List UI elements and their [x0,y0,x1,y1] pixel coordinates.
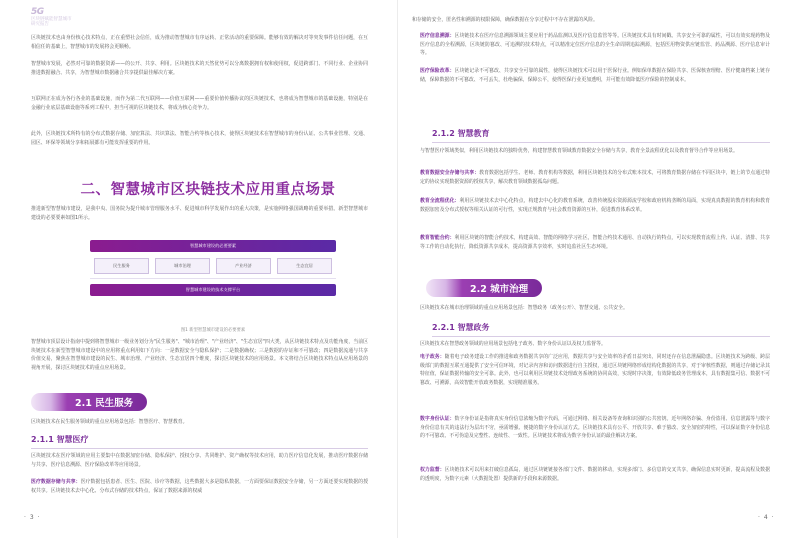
intro-paragraph-1: 区块链技术也由身份核心技术特点，正在重塑社会信任，成为推动智慧城市有序运转、正常活动的重要保障。能够有效的解决对等突发事件信任问题，在互相信任的基础上，智慧城市的发展将会更顺畅。 [31,35,368,50]
heading-swoosh-decoration [31,393,67,411]
e-gov-item [420,353,770,387]
diagram-cell-industry: 产业经济 [216,258,271,274]
edu-data-item [420,169,770,186]
diagram-top-bar: 智慧城市建设的必要要素 [90,240,336,252]
digital-id-item [420,415,770,441]
edu-data-text: 教育数据包括学生、老师、教育机构等数据，利用区块链技术的分布式账本技术，可将教育数据存储在不同区块中，链上的节点通过特定的协议实现数据资源的授权共享，解决教育领域数据孤岛问题。 [420,170,770,185]
gov-intro: 区块链技术在智慧政务领域的应用场景包括电子政务、数字身份认证以及权力监督等。 [420,341,606,347]
edu-contract-text: 利用区块链的智能合约技术，构建高效、智能的网络学习社区，智能合约技术通用、自动执行的特点，可以实现教育流程上传、认证、清排、共享等工作的自动化执行，降低资源共享成本，提高资源共享效率，实时追监社区生态环境。 [420,235,770,250]
edu-process-item [420,197,770,214]
medical-paragraph: 区块链技术在医疗领域的应用主要集中在数据加密存储、隐私保护、授权分享、共同维护、资产确权等技术应用，助力医疗信息化发展，推动医疗数据存储与共享、医疗信息溯源、医疗保险改革等应用场景。 [31,453,368,468]
medical-tracing-text: 区块链技术在医疗信息溯源领域主要应用于药品监测以及医疗信息监管等等。区块链技术具有时间戳、共享安全可靠的属性，可以有效实现药物及医疗信息的全程溯源，区块链防篡改、可追溯的技术特点，可以精准定位医疗信息的全生命周期追踪溯源，包括医用物资供应链监管、药品溯源、医疗信息审计等。 [420,33,770,57]
diagram-cell-ecology: 生态宜居 [277,258,332,274]
logo-mark: 5G [31,7,44,17]
diagram-cell-governance: 城市治理 [155,258,210,274]
intro-paragraph-4: 此外，区块链技术所特有的分布式数据存储、加密算法、共识算法、智能合约等核心技术，使得区块链技术在智慧城市的身份认证、公共事业管理、交通、园区、环保等领域分享和拓展都有可能发挥重要的作用。 [31,131,368,146]
power-supervision-label: 权力监督： [420,467,445,473]
heading-2-1-1: 2.1.1 智慧医疗 [31,435,89,444]
power-supervision-text: 区块链技术可以用来打破信息孤岛，通过区块链链接各部门文件、数据的移动，实现多部门、多信息的交叉共享，确保信息实时更新，提高流程及数据的透明度，为数字元素（大数据处置）提供新的手段和来源数据。 [420,467,770,482]
heading-underline [31,448,368,449]
medical-data-label: 医疗数据存储与共享： [31,479,81,485]
logo-subtext: 研究报告 [31,22,49,27]
heading-2-2 [426,279,542,297]
smart-city-elements-diagram [90,238,336,320]
diagram-caption: 图1 新型智慧城市建设的必要要素 [180,328,246,333]
medical-data-text: 医疗数据包括患者、医生、医院、诊疗等数据，这些数据大多是隐私数据，一方面要保证数据安全存储，另一方面还要实现数据的授权共享。区块链技术去中心化、分布式存储的技术特点，保证了数据来源的权威 [31,479,368,494]
heading-2-1-2: 2.1.2 智慧教育 [432,129,490,138]
left-page [0,0,396,538]
edu-process-text: 利用区块链技术去中心化特点，构建去中心化的教育系统，改善传统股东资源源流学校和政府机构垄断的局面，实现真真数据的教育机构和教育数据加密及分布式授权等相关认证的可行性，实现正规教育与社会教育资源的互补，促进教育体系改革。 [420,198,770,213]
heading-2-2-label: 2.2 城市治理 [462,279,542,297]
section-2-2-intro: 区块链技术在城市治理领域的重点应用场景包括：智慧政务（政务公开）、智慧交通、公共安全。 [420,305,628,311]
diagram-divider [90,278,336,279]
medical-data-item [31,478,368,495]
medical-insurance-item [420,67,770,84]
e-gov-label: 电子政务： [420,354,445,360]
medical-insurance-text: 区块链记录不可篡改、共享安全可靠的属性，使得区块链技术可以用于医保行业。例如保单数据在保险共享、医保核查理赔、医疗健康档案上链存储，保障数据的不可篡改、不可丢失，杜绝骗保，保障公平，使得医保行业更加透明，并可能有效降低医疗保险的控制成本。 [420,68,770,83]
diagram-cell-row [94,258,332,274]
digital-id-text: 数字身份证是指将真实身份信息浓缩为数字代码，可通过网络、相关设备等查询和识别的公共密钥。近年网络诈骗、身份盗用、信息泄露等与数字身份信息有关的违法行为层出不穷，亟需增强、便捷的数字身份认证方式。区块链技术具有公平、开放共享、难于篡改、安全加密的特性，可以保证数字身份信息的不可篡改、不可伪造及完整性、连续性、一致性。区块链技术将成为数字身份认证的最佳解决方案。 [420,416,770,440]
heading-2-1-label: 2.1 民生服务 [67,393,147,411]
medical-insurance-label: 医疗保险改革： [420,68,455,74]
edu-contract-item [420,234,770,251]
medical-tracing-item [420,32,770,58]
heading-2-1 [31,393,147,411]
digital-id-label: 数字身份认证： [420,416,455,422]
edu-contract-label: 教育智能合约： [420,235,455,241]
section-2-1-intro: 区块链技术在民生服务领域的重点应用场景包括：智慧医疗、智慧教育。 [31,419,188,425]
intro-paragraph-3: 互联网正在成为各行各业的基础设施，而作为第二代互联网——价值互联网——重要价值传播协议的区块链技术，也将成为智慧城市的基础设施，特别是在金融行业底层基础设施等系列工程中，担当可视的区块链技术，将成为核心竞争力。 [31,96,368,111]
edu-process-label: 教育全流程优化： [420,198,460,204]
diagram-cell-livelihood: 民生服务 [94,258,149,274]
body-paragraph: 智慧城市顶层设计指南中提到将智慧城市一级业务划分为"民生服务"、"城市治理"、"产业经济"、"生态宜居"四大类，从区块链技术特点及功能角度，当前区块链技术在新型智慧城市建设中的应用将重点利用如下方向：一是数据安全与隐私保护；二是数据确权；三是数据的存证和不可篡改；四是数据流通与共享价值交易，聚焦在智慧城市建设的民生、城市治理、产业经济、生态宜居四个维度，探讨区块链技术的应用场景。本文将结合区块链技术特点从应用场景的视角开展，探讨区块链技术的重点应用场景。 [31,339,368,371]
continued-paragraph: 和存储的安全，匿名性和溯源的权限保障，确保数据在分享过程中不存在泄露的风险。 [412,17,598,23]
medical-tracing-label: 医疗信息溯源： [420,33,455,39]
e-gov-text: 随着电子政务建设工作的推进和政务数据共享的广泛应用，数据共享与安全效率的矛盾日益突出，同时还存在信息泄漏隐患。区块链技术为跨级、跨层级部门的数据互联互通提供了安全可信环境，对记录内容和访问数据进行自主授权，通过区块链网络形成结构化数据的共享，对于审核性数据，则通过存储记录其特征值，保证数据传输的安全可靠。此外，也可以利用区块链技术处理政务系统的协同高效，实现时序决策，有效降低政务管理成本，具有数据集可信、数据不可篡改、可溯源，高效智能开放政务数据，实现精准服务。 [420,354,770,386]
section-heading: 二、智慧城市区块链技术应用重点场景 [80,182,336,198]
education-intro: 与智慧医疗领域类似，利用区块链技术的独特优势，构建智慧教育领域教育数据安全存储与共享，教育全景流程优化以及教育督导合作等应用场景。 [420,148,738,154]
brand-logo [31,7,91,31]
intro-paragraph-2: 智慧城市发展，必然对可靠的数据资源——的公开、共享、利用。区块链技术的天然优势可以分离数据拥有权和使用权，促进跨部门、不同行业、企业协同推进数据融合、共享，为智慧城市数据融合共享提供最佳解决方案。 [31,61,368,76]
heading-swoosh-decoration [426,279,462,297]
heading-underline [432,142,770,143]
heading-underline [432,336,770,337]
page-number-left: · 3 · [24,514,41,521]
right-page [397,0,793,538]
page-number-right: · 4 · [758,514,775,521]
diagram-bottom-bar: 智慧城市建设的技术支撑平台 [90,284,336,296]
power-supervision-item [420,466,770,483]
heading-2-2-1: 2.2.1 智慧政务 [432,323,490,332]
edu-data-label: 教育数据安全存储与共享： [420,170,480,176]
section-intro: 推进新型智慧城市建设，是我中央、国务院为提升城市管理服务水平、促进城市科学发展作出的重大决策，是实施网络强国战略的重要举措。新型智慧城市建设的必要要素如图1所示。 [31,206,368,221]
logo-text: 区块链赋能智慧城市 [31,17,72,22]
